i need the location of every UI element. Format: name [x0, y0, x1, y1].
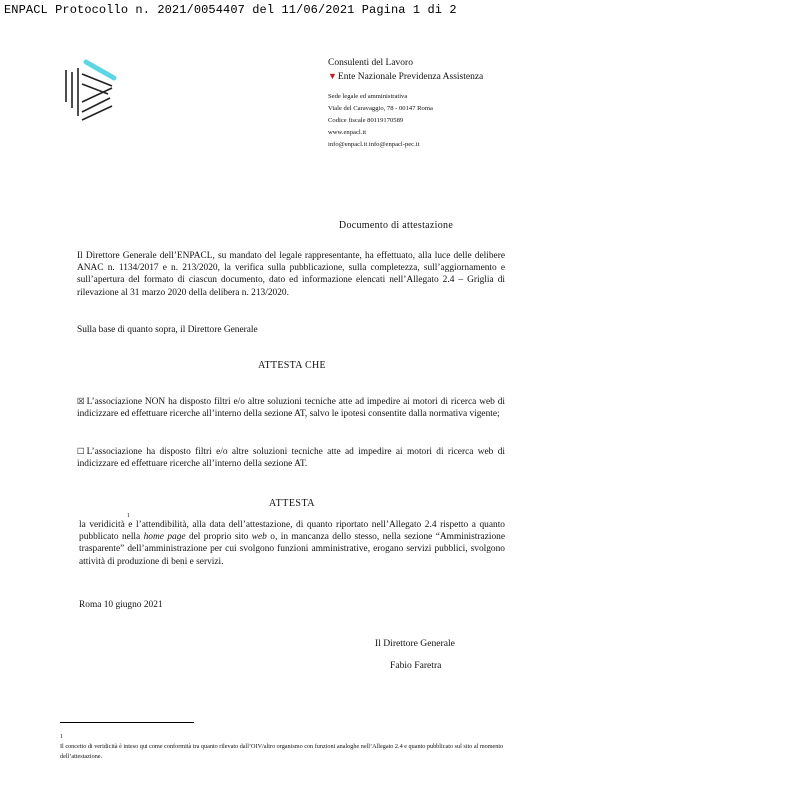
enpacl-logo-icon	[60, 58, 120, 122]
attesta-che-heading: ATTESTA CHE	[258, 360, 326, 371]
footnote-reference: 1	[127, 513, 130, 519]
option-filters	[77, 446, 505, 470]
attestation-body	[79, 519, 505, 568]
organization-name: Consulenti del Lavoro	[328, 58, 413, 68]
address-line: www.enpacl.it	[328, 129, 367, 136]
body-text: o, in mancanza dello stesso, nella sezione “Amministrazione trasparente” dell’amministrazione per cui svolgono funzioni amministrative, erogano servizi pubblici, svolgono attività di produzione di beni e servizi.	[79, 532, 505, 567]
address-block	[328, 91, 433, 151]
footnote-number: 1	[60, 734, 63, 740]
organization-subtitle: Ente Nazionale Previdenza Assistenza	[337, 72, 484, 82]
footnote-text: Il concetto di veridicità è inteso qui come conformità tra quanto rilevato dall’OIV/altro organismo con funzioni analoghe nell’Allegato 2.4 e quanto pubblicato sul sito al momento dell’attestazione.	[60, 743, 504, 760]
signature-role: Il Direttore Generale	[375, 638, 455, 649]
body-text: la veridicità	[79, 520, 125, 530]
basis-paragraph: Sulla base di quanto sopra, il Direttore Generale	[77, 325, 258, 335]
body-text: del proprio sito	[185, 532, 252, 543]
address-line: Codice fiscale 80119170589	[328, 117, 404, 124]
option-no-filters	[77, 396, 505, 420]
checked-box-icon: ☒	[77, 397, 85, 407]
intro-paragraph: Il Direttore Generale dell’ENPACL, su mandato del legale rappresentante, ha effettuato, alla luce delle delibere ANAC n. 1134/2017 e n. 213/2020, la verifica sulla pubblicazione, sulla completezza, sull’aggiornamento e sull’apertura del formato di ciascun documento, dato ed informazione elencati nell’Allegato 2.4 – Griglia di rilevazione al 31 marzo 2020 della delibera n. 213/2020.	[77, 251, 505, 298]
address-line: Sede legale ed amministrativa	[328, 93, 408, 100]
body-italic: home page	[143, 532, 186, 543]
body-text: e l’attendibilità, alla data dell’attestazione, di quanto riportato nell’Allegato 2.4 rispetto a quanto pubblicato nella	[79, 520, 505, 543]
option-filters-text: L’associazione ha disposto filtri e/o altre soluzioni tecniche atte ad impedire ai motori di ricerca web di indicizzare ed effettuare ricerche all’interno della sezione AT.	[77, 447, 505, 470]
unchecked-box-icon: ☐	[77, 447, 85, 457]
body-italic: web	[251, 532, 267, 543]
address-line: Viale del Caravaggio, 78 - 00147 Roma	[328, 105, 433, 112]
place-date: Roma 10 giugno 2021	[79, 600, 163, 610]
option-no-filters-text: L’associazione NON ha disposto filtri e/o altre soluzioni tecniche atte ad impedire ai motori di ricerca web di indicizzare ed effettuare ricerche all’interno della sezione AT, salvo le ipotesi consentite dalla normativa vigente;	[77, 397, 505, 420]
red-triangle-icon: ▼	[328, 71, 337, 81]
protocol-header: ENPACL Protocollo n. 2021/0054407 del 11/06/2021 Pagina 1 di 2	[4, 3, 457, 17]
attesta-heading: ATTESTA	[268, 498, 316, 509]
organization-subtitle-line	[328, 70, 483, 84]
signature-name: Fabio Faretra	[390, 660, 442, 671]
footnote-divider	[60, 722, 194, 723]
organization-block	[328, 57, 483, 84]
document-title: Documento di attestazione	[338, 220, 454, 231]
address-line: info@enpacl.it info@enpacl-pec.it	[328, 141, 420, 148]
